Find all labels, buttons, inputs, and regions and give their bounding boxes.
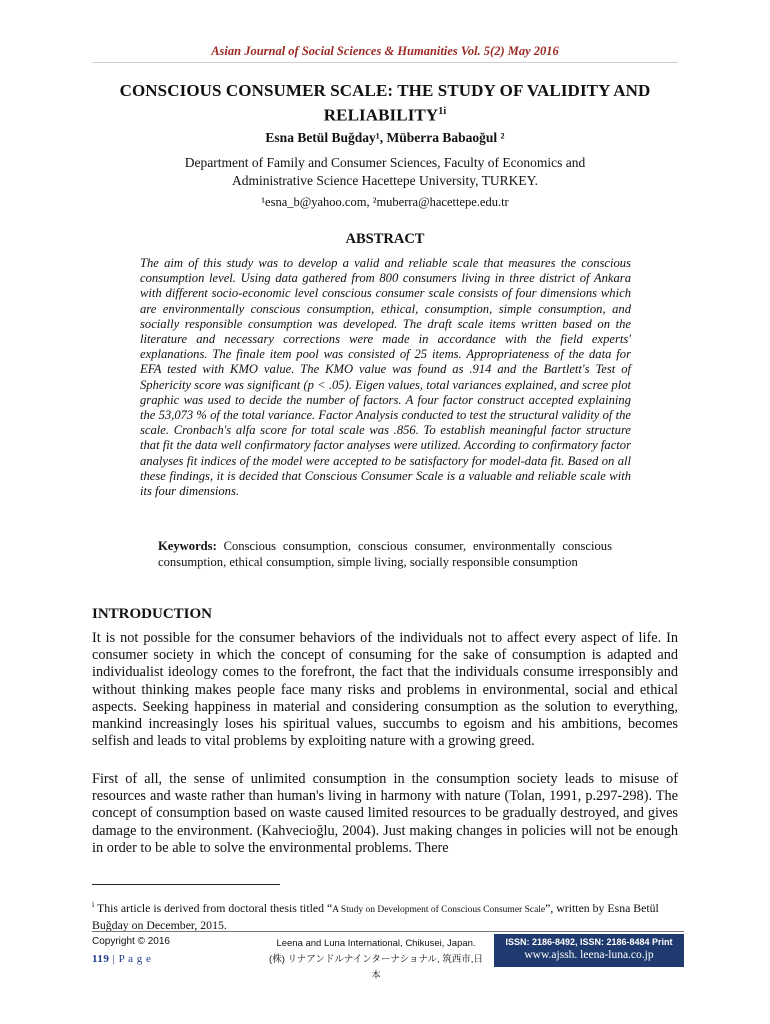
running-head: Asian Journal of Social Sciences & Humanities Vol. 5(2) May 2016 — [211, 44, 559, 58]
footer-issn-box — [494, 934, 684, 967]
journal-url[interactable]: www.ajssh. leena-luna.co.jp — [524, 949, 654, 961]
copyright: Copyright © 2016 — [92, 936, 170, 947]
title-footnote-mark: 1i — [438, 106, 447, 117]
publisher-name: Leena and Luna International, Chikusei, Japan. — [276, 938, 476, 949]
footer-publisher — [268, 936, 484, 984]
intro-paragraph-1: It is not possible for the consumer behaviors of the individuals not to affect every aspect of life. In consumer society in which the concept of consuming for the sake of consumption is adapted and individualist ideology comes to the forefront, the fact that the individuals consume irresponsibly and without thinking makes people face many risks and problems in environmental, social and ethical aspects. Seeking happiness in material and considering consumption as the solution to everything, mankind increasingly loses his spiritual values, succumbs to egoism and his ambitions, becomes selfish and leads to vital problems by exploiting nature with a growing greed. — [92, 630, 678, 750]
footnote-mark: i — [92, 900, 95, 909]
footnote-text-a: This article is derived from doctoral thesis titled “ — [96, 900, 333, 915]
intro-paragraph-2: First of all, the sense of unlimited consumption in the consumption society leads to misuse of resources and waste rather than human's living in harmony with nature (Tolan, 1991, p.297-298). The concept of consumption based on waste caused limited resources to be gradually destroyed, and gives damage to the environment. (Kahvecioğlu, 2004). Just making changes in policies will not be enough in order to be able to solve the environmental problems. There — [92, 771, 678, 856]
footnote-text-b: ”, written by Esna Betül Buğday on December, 2015. — [92, 900, 659, 932]
title-text: CONSCIOUS CONSUMER SCALE: THE STUDY OF VALIDITY AND RELIABILITY — [119, 81, 651, 125]
abstract-text: The aim of this study was to develop a valid and reliable scale that measures the conscious consumption level. Using data gathered from 800 consumers living in three district of Ankara with different socio-economic level conscious consumer scale consists of four dimensions which are environmentally conscious consumption, ethical, consumption, simple consumption, and socially responsible consumption was developed. The draft scale items written based on the literature and necessary corrections were made in accordance with the field experts' explanations. The finale item pool was consisted of 25 items. Appropriateness of the data for EFA tested with KMO value. The KMO value was found as .914 and the Bartlett's Test of Sphericity score was significant (p < .05). Eigen values, total variances explained, and scree plot graphic was used to decide the number of factors. A four factor construct accepted explaining the 53,073 % of the total variance. Factor Analysis conducted to test the structural validity of the scale. Cronbach's alfa score for total scale was .856. To establish meaningful factor structure that fit the data well confirmatory factor analyses were utilized. According to confirmatory factor analyses fit indices of the model were accepted to be satisfactory for model-data fit. Based on all these findings, it is decided that Conscious Consumer Scale is a valuable and reliable scale with its four dimensions. — [140, 256, 631, 499]
page-number-line — [92, 953, 262, 965]
paper-title — [92, 80, 678, 126]
footnote — [92, 897, 678, 933]
page-footer — [92, 931, 684, 981]
abstract-heading: ABSTRACT — [345, 231, 425, 247]
footnote-thesis-title: A Study on Development of Conscious Consumer Scale — [332, 904, 546, 915]
keywords-label: Keywords: — [158, 539, 217, 553]
author-emails: ¹esna_b@yahoo.com, ²muberra@hacettepe.edu.tr — [261, 195, 509, 209]
footnote-rule — [92, 884, 280, 885]
header-rule — [92, 62, 678, 63]
authors: Esna Betül Buğday¹, Müberra Babaoğul ² — [265, 130, 505, 145]
page-label: | P a g e — [112, 953, 152, 965]
affiliation: Department of Family and Consumer Sciences, Faculty of Economics and Administrative Science Hacettepe University, TURKEY. — [184, 155, 586, 188]
introduction-heading: INTRODUCTION — [92, 606, 213, 622]
issn: ISSN: 2186-8492, ISSN: 2186-8484 Print — [505, 937, 673, 947]
page-number: 119 — [92, 953, 110, 965]
footer-left — [92, 936, 262, 965]
keywords-list: Conscious consumption, conscious consumer, environmentally conscious consumption, ethical consumption, simple living, socially responsible consumption — [158, 539, 612, 569]
publisher-name-jp: (株) リナアンドルナインターナショナル, 筑西市,日本 — [269, 954, 483, 981]
keywords — [158, 539, 612, 571]
